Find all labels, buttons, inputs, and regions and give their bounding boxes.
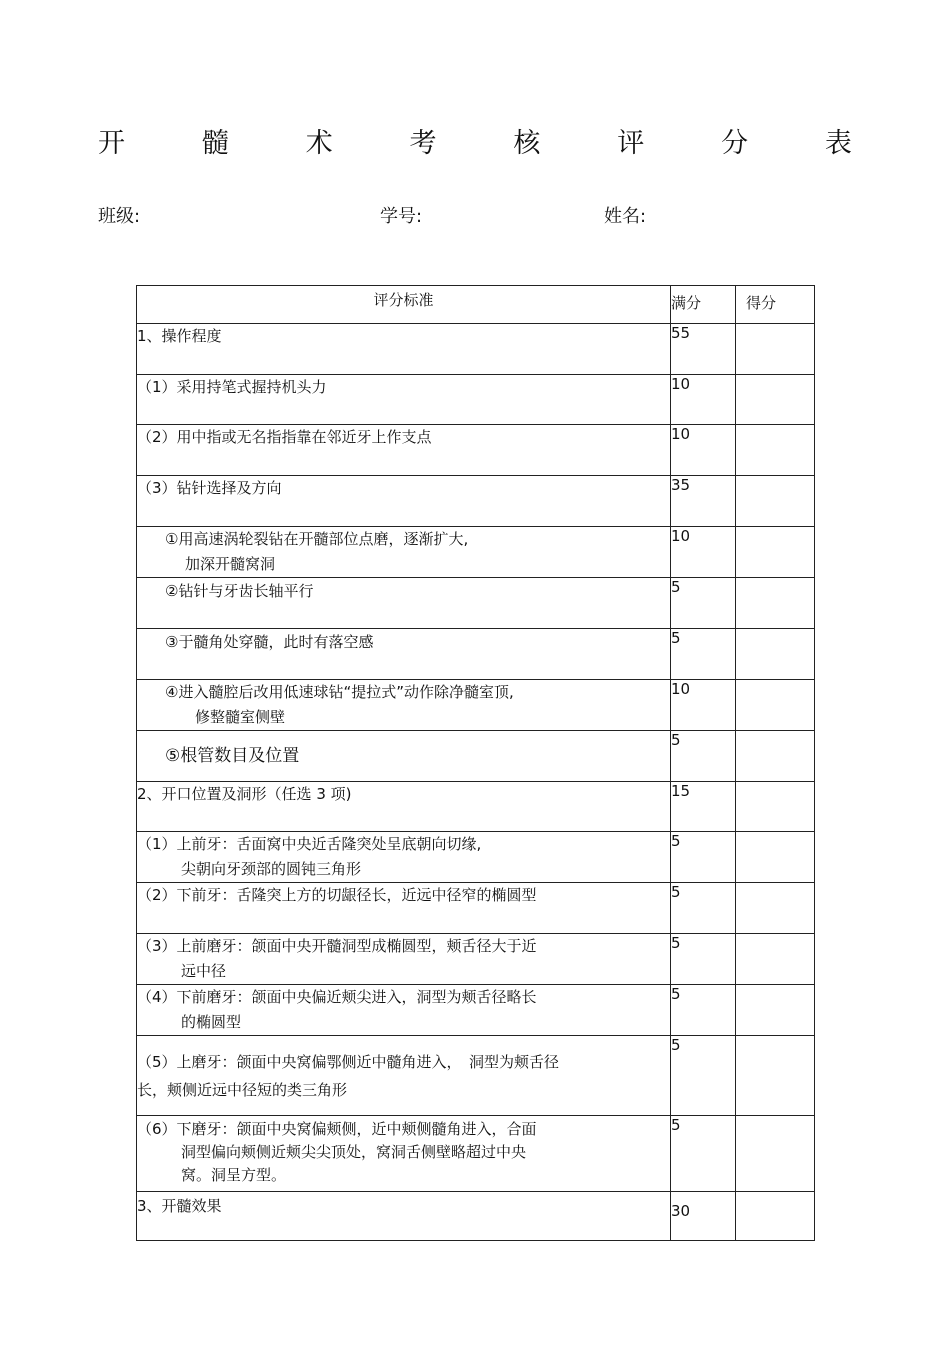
- criteria-text: 2、开口位置及洞形（任选 3 项): [137, 785, 352, 803]
- full-score: 5: [671, 883, 736, 934]
- score-cell[interactable]: [736, 1192, 815, 1241]
- title-char: 髓: [201, 128, 229, 159]
- criteria-text-cont: 的椭圆型: [181, 1013, 242, 1031]
- header-full-score: 满分: [671, 286, 736, 324]
- criteria-text-cont: 洞型偏向颊侧近颊尖尖顶处，窝洞舌侧壁略超过中央: [181, 1143, 527, 1161]
- table-row: [137, 934, 815, 985]
- score-cell[interactable]: [736, 527, 815, 578]
- score-cell[interactable]: [736, 731, 815, 782]
- full-score: 5: [671, 731, 736, 782]
- criteria-text: （3）钻针选择及方向: [137, 479, 282, 497]
- score-cell[interactable]: [736, 832, 815, 883]
- criteria-text: 1、操作程度: [137, 327, 222, 345]
- full-score: 55: [671, 324, 736, 375]
- table-row: [137, 527, 815, 578]
- full-score: 35: [671, 476, 736, 527]
- criteria-text: ④进入髓腔后改用低速球钻“提拉式”动作除净髓室顶,: [165, 683, 514, 701]
- table-row: [137, 1116, 815, 1192]
- score-cell[interactable]: [736, 578, 815, 629]
- score-table: [136, 285, 815, 1241]
- table-row: [137, 578, 815, 629]
- title-char: 术: [305, 128, 333, 159]
- criteria-text: ⑤根管数目及位置: [165, 746, 300, 766]
- table-row: [137, 324, 815, 375]
- criteria-text: （1）采用持笔式握持机头力: [137, 378, 327, 396]
- score-cell[interactable]: [736, 324, 815, 375]
- title-char: 评: [617, 128, 645, 159]
- score-cell[interactable]: [736, 782, 815, 832]
- full-score: 5: [671, 832, 736, 883]
- title-char: 核: [513, 128, 541, 159]
- full-score: 15: [671, 782, 736, 832]
- criteria-text: （6）下磨牙：颌面中央窝偏颊侧，近中颊侧髓角进入，合面: [137, 1120, 537, 1138]
- criteria-text-cont: 加深开髓窝洞: [185, 555, 276, 573]
- criteria-text: ①用高速涡轮裂钻在开髓部位点磨，逐渐扩大,: [165, 530, 469, 548]
- title-char: 开: [98, 128, 125, 159]
- full-score: 5: [671, 1116, 736, 1192]
- table-header-row: [137, 286, 815, 324]
- header-earned-score: 得分: [736, 286, 815, 324]
- title-char: 表: [824, 128, 852, 159]
- full-score: 5: [671, 1036, 736, 1116]
- score-cell[interactable]: [736, 934, 815, 985]
- criteria-text-cont: 修整髓室侧壁: [195, 708, 286, 726]
- title-char: 考: [409, 128, 437, 159]
- criteria-text: （2）下前牙：舌隆突上方的切龈径长，近远中径窄的椭圆型: [137, 886, 537, 904]
- table-row: [137, 1036, 815, 1116]
- criteria-text: ②钻针与牙齿长轴平行: [165, 582, 314, 600]
- full-score: 10: [671, 425, 736, 476]
- score-cell[interactable]: [736, 425, 815, 476]
- criteria-text: （2）用中指或无名指指靠在邻近牙上作支点: [137, 428, 432, 446]
- full-score: 10: [671, 375, 736, 425]
- score-cell[interactable]: [736, 680, 815, 731]
- criteria-text-cont: 尖朝向牙颈部的圆钝三角形: [181, 860, 362, 878]
- criteria-text-cont: 远中径: [181, 962, 227, 980]
- criteria-text: （4）下前磨牙：颌面中央偏近颊尖进入，洞型为颊舌径略长: [137, 988, 537, 1006]
- table-row: [137, 375, 815, 425]
- header-criteria: 评分标准: [137, 286, 671, 324]
- score-cell[interactable]: [736, 883, 815, 934]
- full-score: 5: [671, 578, 736, 629]
- table-row: [137, 832, 815, 883]
- student-id-label: 学号:: [380, 206, 423, 227]
- criteria-text: 3、开髓效果: [137, 1197, 222, 1215]
- criteria-text: （1）上前牙：舌面窝中央近舌隆突处呈底朝向切缘,: [137, 835, 482, 853]
- table-row: [137, 883, 815, 934]
- full-score: 5: [671, 934, 736, 985]
- table-row: [137, 476, 815, 527]
- table-row: [137, 782, 815, 832]
- score-cell[interactable]: [736, 985, 815, 1036]
- score-cell[interactable]: [736, 476, 815, 527]
- full-score: 5: [671, 985, 736, 1036]
- table-row: [137, 629, 815, 680]
- title-char: 分: [721, 128, 749, 159]
- score-cell[interactable]: [736, 1036, 815, 1116]
- full-score: 10: [671, 680, 736, 731]
- criteria-text: （5）上磨牙：颌面中央窝偏鄂侧近中髓角进入， 洞型为颊舌径: [137, 1052, 560, 1071]
- score-cell[interactable]: [736, 629, 815, 680]
- table-row: [137, 680, 815, 731]
- full-score: 30: [671, 1192, 736, 1241]
- criteria-text: ③于髓角处穿髓，此时有落空感: [165, 633, 374, 651]
- student-name-label: 姓名:: [604, 206, 647, 227]
- full-score: 10: [671, 527, 736, 578]
- table-row: [137, 1192, 815, 1241]
- score-cell[interactable]: [736, 375, 815, 425]
- criteria-text: （3）上前磨牙：颌面中央开髓洞型成椭圆型，颊舌径大于近: [137, 937, 537, 955]
- full-score: 5: [671, 629, 736, 680]
- page-title: [98, 126, 852, 162]
- table-row: [137, 985, 815, 1036]
- score-cell[interactable]: [736, 1116, 815, 1192]
- class-label: 班级:: [98, 206, 141, 227]
- criteria-text-cont: 长，颊侧近远中径短的类三角形: [137, 1080, 348, 1099]
- table-row: [137, 731, 815, 782]
- table-row: [137, 425, 815, 476]
- criteria-text-cont: 窝。洞呈方型。: [181, 1166, 287, 1184]
